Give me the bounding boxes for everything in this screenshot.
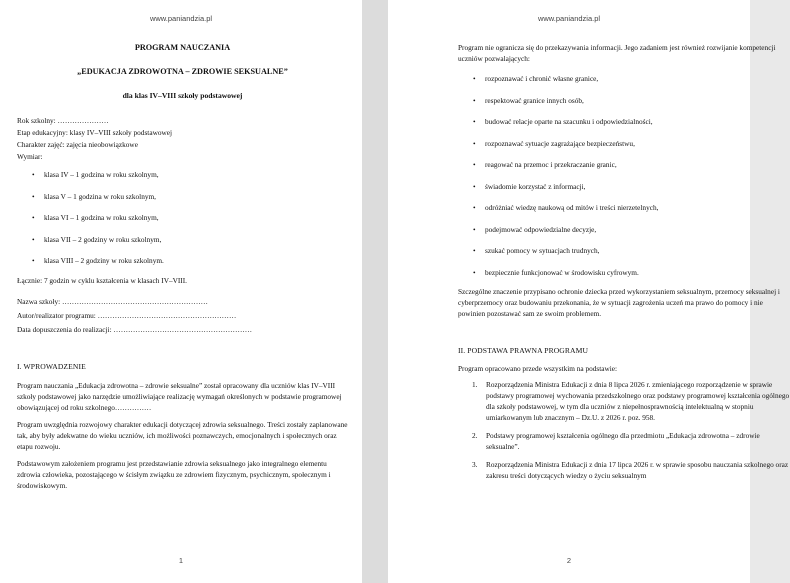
list-item (472, 459, 790, 481)
school-name-field: Nazwa szkoły: …………………………………………………… (17, 296, 208, 306)
author-field: Autor/realizator programu: ………………………………………………… (17, 310, 237, 320)
list-item: • klasa V – 1 godzina w roku szkolnym, (44, 191, 348, 202)
page-header: www.paniandzia.pl (149, 14, 213, 23)
list-item: • budować relacje oparte na szacunku i odpowiedzialności, (485, 116, 790, 127)
list-item: • respektować granice innych osób, (485, 95, 790, 106)
list-item (472, 430, 790, 452)
list-item: • świadomie korzystać z informacji, (485, 181, 790, 192)
list-item: • odróżniać wiedzę naukową od mitów i treści nierzetelnych, (485, 202, 790, 213)
list-item: • klasa IV – 1 godzina w roku szkolnym, (44, 169, 348, 180)
program-subtitle: „EDUKACJA ZDROWOTNA – ZDROWIE SEKSUALNE” (77, 67, 288, 76)
list-text: Rozporządzenia Ministra Edukacji z dnia 8 lipca 2026 r. zmieniającego rozporządzenie w sprawie podstawy programowej wychowania przedszkolnego oraz podstawy programowej kształcenia ogólnego dla szkoły podstawowej, w tym dla uczniów z niepełnosprawnością intelektualną w stopniu umiarkowanym lub znacznym – Dz.U. z 2026 r. poz. 958. (486, 380, 790, 422)
page-2-content (458, 42, 790, 488)
document-page-2 (388, 0, 790, 583)
list-text: Podstawy programowej kształcenia ogólnego dla przedmiotu „Edukacja zdrowotna – zdrowie seksualne”. (486, 431, 760, 451)
legal-basis-intro: Program opracowano przede wszystkim na podstawie: (458, 364, 618, 373)
document-page-1 (0, 0, 362, 583)
protection-paragraph: Szczególne znaczenie przypisano ochronie dziecka przed wykorzystaniem seksualnym, przemocy seksualnej i cyberprzemocy oraz budowaniu przekonania, że w sytuacji zagrożenia uczeń ma prawo do pomocy i nie powinien pozostawać sam ze swoim problemem. (458, 287, 780, 318)
education-stage: Etap edukacyjny: klasy IV–VIII szkoły podstawowej (17, 128, 173, 137)
intro-paragraph-1: Program nauczania „Edukacja zdrowotna – zdrowie seksualne” został opracowany dla uczniów klas IV–VIII szkoły podstawowej jako narzędzie umożliwiające realizację wymagań określonych w podstawie programowej obowiązującej od roku szkolnego…………… (17, 380, 342, 412)
hours-list (17, 169, 348, 266)
total-hours: Łącznie: 7 godzin w cyklu kształcenia w klasach IV–VIII. (17, 275, 187, 285)
page-1-content (17, 42, 348, 491)
list-item: • reagować na przemoc i przekraczanie granic, (485, 159, 790, 170)
competencies-list (458, 73, 790, 278)
list-item: • klasa VII – 2 godziny w roku szkolnym, (44, 234, 348, 245)
list-number: 1. (472, 380, 478, 389)
list-number: 3. (472, 460, 478, 469)
list-item: • rozpoznawać sytuacje zagrażające bezpieczeństwu, (485, 138, 790, 149)
list-item: • rozpoznawać i chronić własne granice, (485, 73, 790, 84)
list-item: • klasa VIII – 2 godziny w roku szkolnym. (44, 255, 348, 266)
class-character: Charakter zajęć: zajęcia nieobowiązkowe (17, 140, 138, 149)
intro-paragraph-2: Program uwzględnia rozwojowy charakter edukacji dotyczącej zdrowia seksualnego. Treści zostały zaplanowane tak, aby były adekwatne do wieku uczniów, ich możliwości poznawczych, emocjonalnych i społecznych oraz etapu rozwoju. (17, 419, 348, 451)
list-item: • podejmować odpowiedzialne decyzje, (485, 224, 790, 235)
section-heading-introduction: I. WPROWADZENIE (17, 361, 86, 371)
list-item (472, 379, 790, 423)
page-number: 1 (178, 556, 184, 565)
competencies-intro: Program nie ogranicza się do przekazywania informacji. Jego zadaniem jest również rozwijanie kompetencji uczniów pozwalających: (458, 43, 776, 63)
program-audience: dla klas IV–VIII szkoły podstawowej (122, 91, 243, 100)
program-title: PROGRAM NAUCZANIA (134, 43, 231, 52)
intro-paragraph-3: Podstawowym założeniem programu jest przedstawianie zdrowia seksualnego jako integralnego elementu zdrowia człowieka, pozostającego w ścisłym związku ze zdrowiem fizycznym, psychicznym, społecznym i środowiskowym. (17, 458, 331, 490)
list-item: • bezpiecznie funkcjonować w środowisku cyfrowym. (485, 267, 790, 278)
list-item: • klasa VI – 1 godzina w roku szkolnym, (44, 212, 348, 223)
school-year-field: Rok szkolny: ………………… (17, 116, 109, 125)
list-item: • szukać pomocy w sytuacjach trudnych, (485, 245, 790, 256)
page-number: 2 (566, 556, 572, 565)
page-gap (362, 0, 388, 583)
section-heading-legal-basis: II. PODSTAWA PRAWNA PROGRAMU (458, 346, 589, 355)
hours-label: Wymiar: (17, 152, 43, 161)
list-text: Rozporządzenia Ministra Edukacji z dnia 17 lipca 2026 r. w sprawie sposobu nauczania szkolnego oraz zakresu treści dotyczących wiedzy o życiu seksualnym (486, 460, 789, 480)
list-number: 2. (472, 431, 478, 440)
legal-basis-list (458, 379, 790, 481)
approval-date-field: Data dopuszczenia do realizacji: ………………………………………………… (17, 324, 253, 334)
page-header: www.paniandzia.pl (537, 14, 601, 23)
